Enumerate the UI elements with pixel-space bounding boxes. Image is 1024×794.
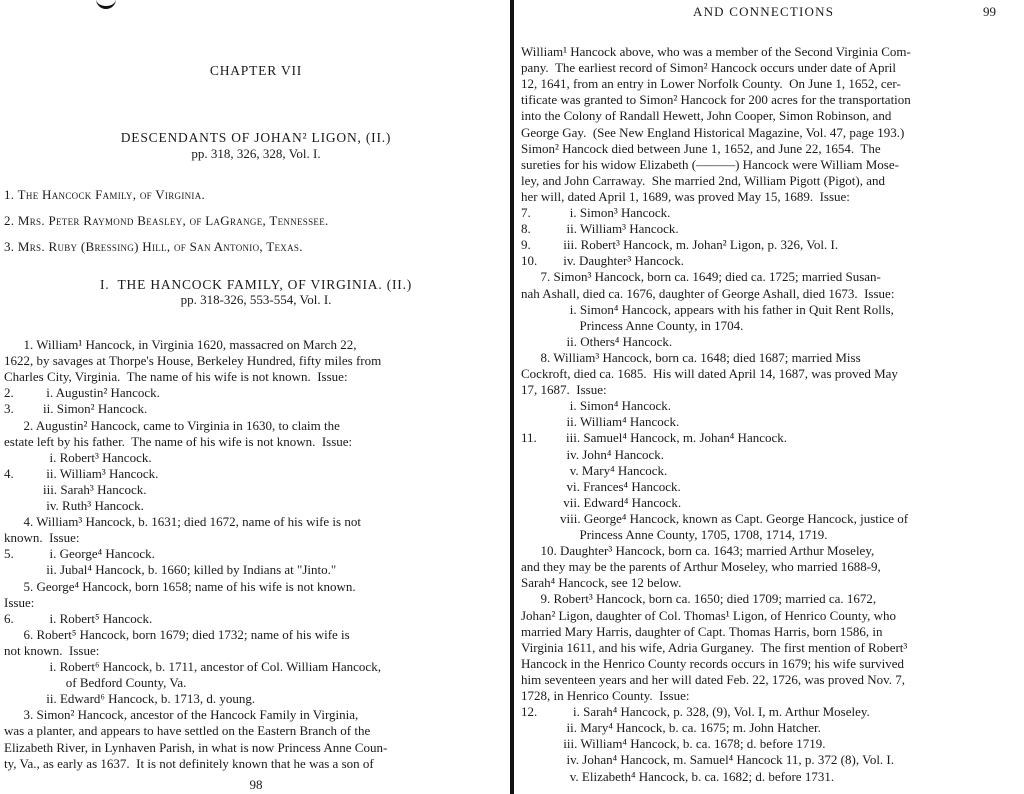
text-line: Elizabeth River, in Lynhaven Parish, in what is now Princess Anne Coun- xyxy=(4,739,388,755)
text-line: 17, 1687. Issue: xyxy=(521,382,607,398)
text-line: Sarah⁴ Hancock, see 12 below. xyxy=(521,575,682,591)
text-line: ley, and John Carraway. She married 2nd, William Pigott (Pigot), and xyxy=(521,172,886,188)
chapter-title: DESCENDANTS OF JOHAN² LIGON, (II.) xyxy=(120,130,392,145)
contents-item: 3. Mrs. Ruby (Bressing) Hill, of San Antonio, Texas. xyxy=(4,239,303,254)
text-line: 1. William¹ Hancock, in Virginia 1620, massacred on March 22, xyxy=(4,337,357,352)
text-line: iii. Sarah³ Hancock. xyxy=(4,481,147,497)
text-line: 12. i. Sarah⁴ Hancock, p. 328, (9), Vol. I, m. Arthur Moseley. xyxy=(521,704,870,720)
text-line: iii. William⁴ Hancock, b. ca. 1678; d. before 1719. xyxy=(521,736,826,752)
text-line: ii. Jubal⁴ Hancock, b. 1660; killed by Indians at "Jinto." xyxy=(4,562,337,578)
running-head: AND CONNECTIONS xyxy=(693,4,835,19)
text-line: vii. Edward⁴ Hancock. xyxy=(521,494,682,510)
text-line: 3. ii. Simon² Hancock. xyxy=(4,401,148,417)
text-line: 1622, by savages at Thorpe's House, Berkeley Hundred, fifty miles from xyxy=(4,353,382,369)
text-line: William¹ Hancock above, who was a member of the Second Virginia Com- xyxy=(521,44,911,59)
text-line: known. Issue: xyxy=(4,530,80,546)
text-line: Hancock in the Henrico County records occurs in 1679; his wife survived xyxy=(521,655,905,671)
text-line: 7. i. Simon³ Hancock. xyxy=(521,205,671,220)
text-line: i. Simon⁴ Hancock, appears with his father in Quit Rent Rolls, xyxy=(521,301,894,317)
book-gutter xyxy=(510,0,514,794)
text-line: Johan² Ligon, daughter of Col. Thomas¹ Ligon, of Henrico County, who xyxy=(521,607,896,623)
chapter-heading: CHAPTER VII xyxy=(209,63,303,78)
text-line: v. Mary⁴ Hancock. xyxy=(521,462,668,478)
text-line: Charles City, Virginia. The name of his wife is not known. Issue: xyxy=(4,369,348,385)
text-line: ii. Others⁴ Hancock. xyxy=(521,333,673,349)
text-line: her will, dated April 1, 1689, was proved May 15, 1689. Issue: xyxy=(521,188,850,204)
text-line: and they may be the parents of Arthur Moseley, who married 1688-9, xyxy=(521,559,881,575)
text-line: 2. Augustin² Hancock, came to Virginia in 1630, to claim the xyxy=(4,417,340,433)
text-line: Simon² Hancock died between June 1, 1652, and June 22, 1654. The xyxy=(521,140,881,156)
text-line: of Bedford County, Va. xyxy=(4,675,187,691)
text-line: 10. iv. Daughter³ Hancock. xyxy=(521,253,684,269)
section-heading: I. THE HANCOCK FAMILY, OF VIRGINIA. (II.) xyxy=(99,277,413,292)
text-line: not known. Issue: xyxy=(4,642,100,658)
text-line: 3. Simon² Hancock, ancestor of the Hancock Family in Virginia, xyxy=(4,707,359,723)
text-line: 5. George⁴ Hancock, born 1658; name of his wife is not known. xyxy=(4,578,356,594)
text-line: Princess Anne County, 1705, 1708, 1714, 1719. xyxy=(521,527,828,542)
text-line: tificate was granted to Simon² Hancock for 200 acres for the transportation xyxy=(521,92,911,108)
text-line: Issue: xyxy=(4,594,35,610)
text-line: 7. Simon³ Hancock, born ca. 1649; died ca. 1725; married Susan- xyxy=(521,269,881,285)
page-number-left: 98 xyxy=(249,777,263,792)
text-line: pany. The earliest record of Simon² Hancock occurs under date of April xyxy=(521,60,896,76)
text-line: vi. Frances⁴ Hancock. xyxy=(521,478,681,494)
text-line: ii. William⁴ Hancock. xyxy=(521,414,680,430)
text-line: iv. John⁴ Hancock. xyxy=(521,446,665,462)
right-page xyxy=(515,0,1024,794)
text-line: 6. Robert⁵ Hancock, born 1679; died 1732; name of his wife is xyxy=(4,626,350,642)
text-line: 11. iii. Samuel⁴ Hancock, m. Johan⁴ Hancock. xyxy=(521,430,787,446)
text-line: 4. William³ Hancock, b. 1631; died 1672, name of his wife is not xyxy=(4,514,361,530)
page-number-right: 99 xyxy=(983,4,996,19)
text-line: Princess Anne County, in 1704. xyxy=(521,317,744,333)
text-line: married Mary Harris, daughter of Capt. Thomas Harris, born 1586, in xyxy=(521,623,883,639)
text-line: 9. iii. Robert³ Hancock, m. Johan² Ligon, p. 326, Vol. I. xyxy=(521,237,839,253)
text-line: 12, 1641, from an entry in Lower Norfolk County. On June 1, 1652, cer- xyxy=(521,76,901,92)
text-line: Cockroft, died ca. 1685. His will dated April 14, 1687, was proved May xyxy=(521,366,898,381)
text-line: 6. i. Robert⁵ Hancock. xyxy=(4,610,153,626)
text-line: ty, Va., as early as 1637. It is not definitely known that he was a son of xyxy=(4,755,374,771)
chapter-title-reference: pp. 318, 326, 328, Vol. I. xyxy=(191,146,321,161)
text-line: 5. i. George⁴ Hancock. xyxy=(4,546,155,562)
text-line: ii. Edward⁶ Hancock, b. 1713, d. young. xyxy=(4,691,256,707)
text-line: iv. Johan⁴ Hancock, m. Samuel⁴ Hancock 11, p. 372 (8), Vol. I. xyxy=(521,752,895,768)
text-line: i. Robert³ Hancock. xyxy=(4,449,152,465)
section-reference: pp. 318-326, 553-554, Vol. I. xyxy=(180,292,332,307)
text-line: 9. Robert³ Hancock, born ca. 1650; died 1709; married ca. 1672, xyxy=(521,591,877,607)
text-line: ii. Mary⁴ Hancock, b. ca. 1675; m. John Hatcher. xyxy=(521,720,821,736)
ink-mark xyxy=(96,0,116,9)
text-line: 8. William³ Hancock, born ca. 1648; died 1687; married Miss xyxy=(521,349,861,365)
text-line: into the Colony of Randall Hewett, John Cooper, Simon Robinson, and xyxy=(521,108,892,124)
text-line: George Gay. (See New England Historical Magazine, Vol. 47, page 193.) xyxy=(521,124,905,140)
text-line: 8. ii. William³ Hancock. xyxy=(521,221,679,237)
text-line: estate left by his father. The name of his wife is not known. Issue: xyxy=(4,433,353,449)
text-line: sureties for his widow Elizabeth (———) Hancock were William Mose- xyxy=(521,156,899,172)
text-line: viii. George⁴ Hancock, known as Capt. George Hancock, justice of xyxy=(521,510,909,526)
text-line: i. Robert⁶ Hancock, b. 1711, ancestor of Col. William Hancock, xyxy=(4,659,381,674)
text-line: 2. i. Augustin² Hancock. xyxy=(4,385,160,401)
contents-item: 2. Mrs. Peter Raymond Beasley, of LaGrange, Tennessee. xyxy=(4,213,329,228)
text-line: was a planter, and appears to have settled on the Eastern Branch of the xyxy=(4,723,371,739)
text-line: 10. Daughter³ Hancock, born ca. 1643; married Arthur Moseley, xyxy=(521,543,875,559)
text-line: v. Elizabeth⁴ Hancock, b. ca. 1682; d. before 1731. xyxy=(521,768,835,784)
text-line: 1728, in Henrico County. Issue: xyxy=(521,688,690,703)
text-line: iv. Ruth³ Hancock. xyxy=(4,498,144,513)
text-line: Virginia 1611, and his wife, Adria Gurganey. The first mention of Robert³ xyxy=(521,639,908,655)
text-line: i. Simon⁴ Hancock. xyxy=(521,398,672,414)
text-line: 4. ii. William³ Hancock. xyxy=(4,465,159,481)
contents-item: 1. The Hancock Family, of Virginia. xyxy=(4,187,206,202)
text-line: nah Ashall, died ca. 1676, daughter of George Ashall, died 1673. Issue: xyxy=(521,285,895,301)
text-line: him seventeen years and her will dated Feb. 22, 1726, was proved Nov. 7, xyxy=(521,671,906,687)
